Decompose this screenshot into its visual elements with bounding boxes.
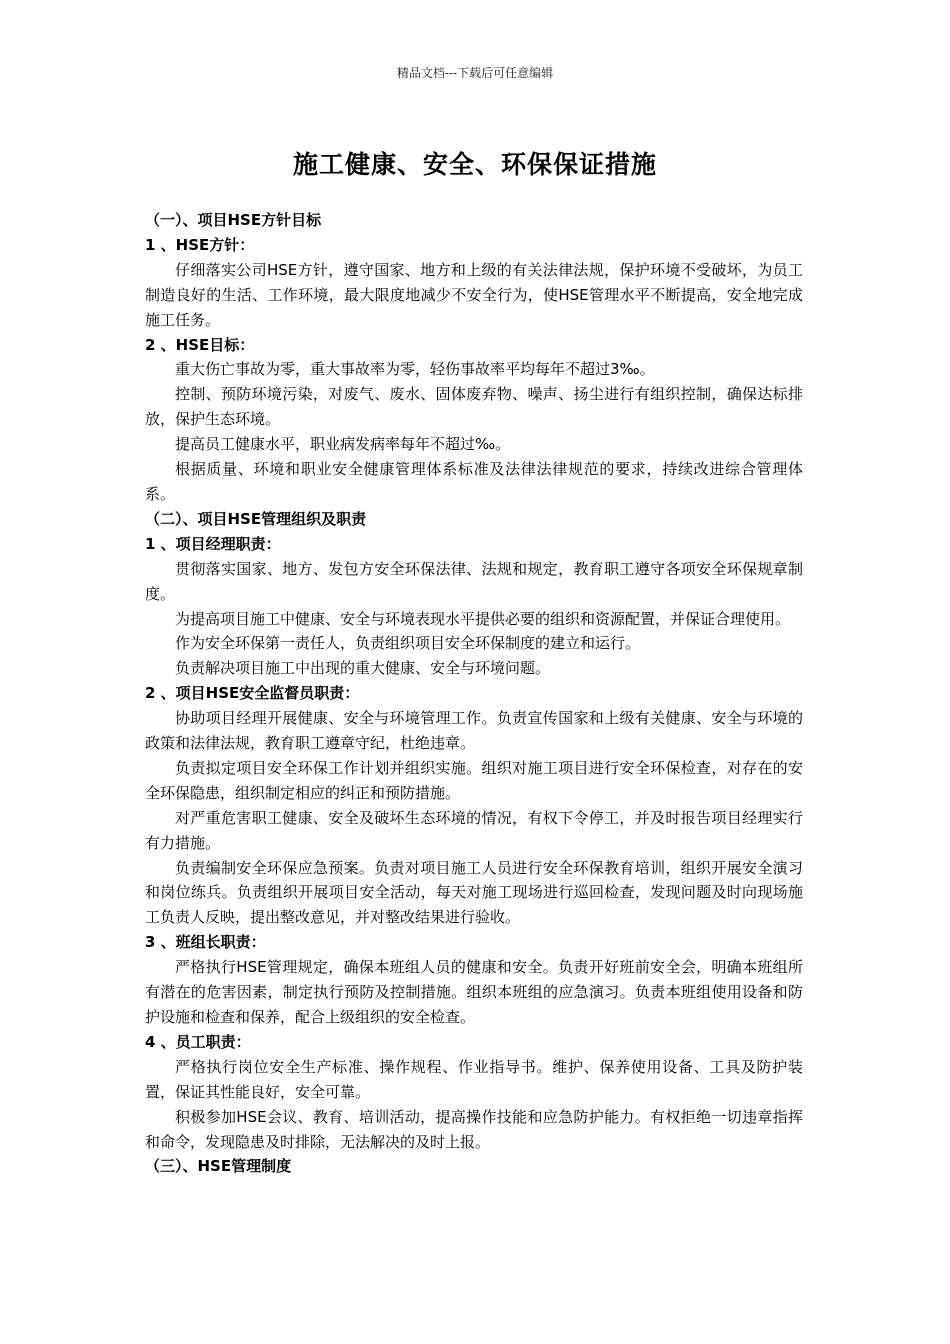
paragraph: 为提高项目施工中健康、安全与环境表现水平提供必要的组织和资源配置，并保证合理使用。 [175, 609, 791, 628]
paragraph: 提高员工健康水平，职业病发病率每年不超过‰。 [175, 435, 511, 454]
paragraph: 负责拟定项目安全环保工作计划并组织实施。组织对施工项目进行安全环保检查，对存在的安全环保隐患，组织制定相应的纠正和预防措施。 [145, 758, 803, 802]
paragraph: 控制、预防环境污染，对废气、废水、固体废弃物、噪声、扬尘进行有组织控制，确保达标排放，保护生态环境。 [145, 385, 803, 429]
paragraph: 仔细落实公司HSE方针，遵守国家、地方和上级的有关法律法规，保护环境不受破坏，为员工制造良好的生活、工作环境，最大限度地减少不安全行为，使HSE管理水平不断提高，安全地完成施工任务。 [145, 260, 803, 329]
page-header: 精品文档---下载后可任意编辑 [396, 66, 554, 80]
section-heading: （二）、项目HSE管理组织及职责 [145, 509, 367, 528]
document-title: 施工健康、安全、环保保证措施 [292, 150, 657, 179]
paragraph: 协助项目经理开展健康、安全与环境管理工作。负责宣传国家和上级有关健康、安全与环境的政策和法律法规，教育职工遵章守纪，杜绝违章。 [145, 709, 803, 753]
section-heading: （一）、项目HSE方针目标 [145, 211, 322, 229]
paragraph: 积极参加HSE会议、教育、培训活动，提高操作技能和应急防护能力。有权拒绝一切违章指挥和命令，发现隐患及时排除，无法解决的及时上报。 [145, 1107, 803, 1151]
paragraph: 根据质量、环境和职业安全健康管理体系标准及法律法律规范的要求，持续改进综合管理体系。 [145, 460, 803, 503]
paragraph: 对严重危害职工健康、安全及破坏生态环境的情况，有权下令停工，并及时报告项目经理实行有力措施。 [145, 808, 803, 852]
subsection-heading: 2 、HSE目标： [145, 335, 255, 354]
subsection-heading: 3 、班组长职责： [145, 933, 266, 952]
paragraph: 贯彻落实国家、地方、发包方安全环保法律、法规和规定，教育职工遵守各项安全环保规章制度。 [145, 559, 803, 603]
subsection-heading: 1 、项目经理职责： [145, 534, 281, 553]
paragraph: 严格执行HSE管理规定，确保本班组人员的健康和安全。负责开好班前安全会，明确本班组所有潜在的危害因素，制定执行预防及控制措施。组织本班组的应急演习。负责本班组使用设备和防护设施和检查和保养，配合上级组织的安全检查。 [145, 958, 803, 1026]
section-heading: （三）、HSE管理制度 [145, 1157, 292, 1176]
subsection-heading: 4 、员工职责： [145, 1032, 251, 1051]
paragraph: 作为安全环保第一责任人，负责组织项目安全环保制度的建立和运行。 [175, 634, 641, 653]
subsection-heading: 1 、HSE方针： [145, 235, 255, 254]
paragraph: 负责解决项目施工中出现的重大健康、安全与环境问题。 [175, 659, 551, 678]
paragraph: 重大伤亡事故为零，重大事故率为零，轻伤事故率平均每年不超过3‰。 [175, 360, 655, 379]
subsection-heading: 2 、项目HSE安全监督员职责： [145, 684, 360, 703]
paragraph: 负责编制安全环保应急预案。负责对项目施工人员进行安全环保教育培训，组织开展安全演习和岗位练兵。负责组织开展项目安全活动，每天对施工现场进行巡回检查，发现问题及时向现场施工负责人反映，提出整改意见，并对整改结果进行验收。 [145, 858, 803, 927]
paragraph: 严格执行岗位安全生产标准、操作规程、作业指导书。维护、保养使用设备、工具及防护装置，保证其性能良好，安全可靠。 [145, 1057, 803, 1101]
document-body [145, 208, 803, 1179]
